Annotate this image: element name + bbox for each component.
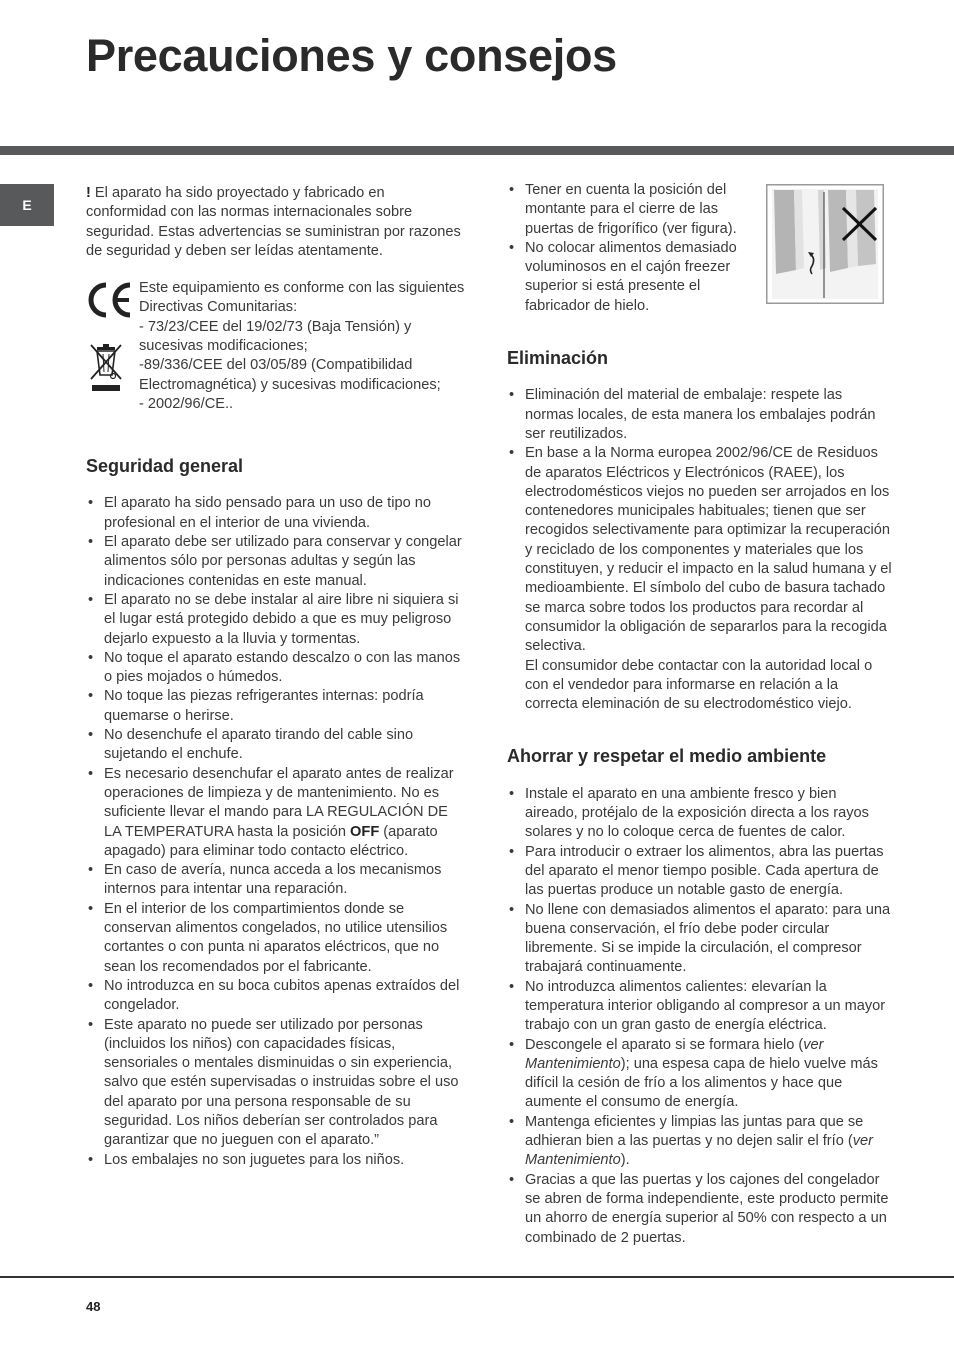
- compliance-line: - 73/23/CEE del 19/02/73 (Baja Tensión) y sucesivas modificaciones;: [139, 318, 412, 355]
- intro-text: El aparato ha sido proyectado y fabricado en conformidad con las normas internacionales sobre seguridad. Estas advertencias se suministran por razones de seguridad y deben ser leídas atentamente.: [86, 185, 461, 259]
- compliance-line: Este equipamiento es conforme con las siguientes Directivas Comunitarias:: [139, 280, 465, 316]
- list-item: • Los embalajes no son juguetes para los niños.: [86, 1151, 466, 1170]
- section-heading-eliminacion: Eliminación: [507, 348, 609, 369]
- compliance-text: [139, 279, 466, 414]
- door-notes-list: [507, 181, 747, 316]
- ahorrar-list: [507, 785, 892, 1248]
- language-tab: E: [0, 184, 54, 226]
- ce-mark-icon: [86, 281, 134, 319]
- eliminacion-list: [507, 386, 892, 656]
- crossed-bin-icon: [88, 341, 124, 393]
- list-item: • Tener en cuenta la posición del montante para el cierre de las puertas de frigorífico (ver figura).: [507, 181, 747, 239]
- off-label: OFF: [350, 823, 380, 840]
- seguridad-list: [86, 494, 466, 1169]
- list-item: • En base a la Norma europea 2002/96/CE de Residuos de aparatos Eléctricos y Electrónicos (RAEE), los electrodomésticos viejos no pueden ser arrojados en los contenedores municipales habituales; tienen que ser recogidos selectivamente para optimizar la recuperación y reciclado de los componentes y materiales que los constituyen, y reducir el impacto en la salud humana y el medioambiente. El símbolo del cubo de basura tachado se marca sobre todos los productos para recordar al consumidor la obligación de separarlos para la recogida selectiva.: [507, 444, 892, 656]
- list-item: • No colocar alimentos demasiado voluminosos en el cajón freezer superior si está presente el fabricador de hielo.: [507, 239, 747, 316]
- list-item: • No introduzca alimentos calientes: elevarían la temperatura interior obligando al compresor a un mayor trabajo con un gran gasto de energía eléctrica.: [507, 978, 892, 1036]
- header-rule: [0, 146, 954, 155]
- list-item: • Eliminación del material de embalaje: respete las normas locales, de esta manera los embalajes podrán ser reutilizados.: [507, 386, 892, 444]
- list-item: • Gracias a que las puertas y los cajones del congelador se abren de forma independiente, este producto permite un ahorro de energía superior al 50% con respecto a un combinado de 2 puertas.: [507, 1171, 892, 1248]
- compliance-line: -89/336/CEE del 03/05/89 (Compatibilidad Electromagnética) y sucesivas modificaciones;: [139, 357, 441, 393]
- compliance-block: [86, 279, 466, 419]
- list-item: • En el interior de los compartimientos donde se conservan alimentos congelados, no utilice utensilios cortantes o con punta ni aparatos eléctricos, que no sean los recomendados por el fabricante.: [86, 900, 466, 977]
- page-title: Precauciones y consejos: [86, 30, 617, 81]
- list-item: • En caso de avería, nunca acceda a los mecanismos internos para intentar una reparación.: [86, 861, 466, 900]
- list-item: • Descongele el aparato si se formara hielo (ver Mantenimiento); una espesa capa de hielo vuelve más difícil la cesión de frío a los alimentos y hace que aumente el consumo de energía.: [507, 1036, 892, 1113]
- door-mullion-figure: [766, 184, 884, 304]
- list-item: • Para introducir o extraer los alimentos, abra las puertas del aparato el menor tiempo posible. Cada apertura de las puertas produce un notable gasto de energía.: [507, 843, 892, 901]
- list-item: • Mantenga eficientes y limpias las juntas para que se adhieran bien a las puertas y no dejen salir el frío (ver Mantenimiento).: [507, 1113, 892, 1171]
- cross-reference: ver Mantenimiento: [525, 1133, 874, 1169]
- list-item: • Instale el aparato en una ambiente fresco y bien aireado, protéjalo de la exposición directa a los rayos solares y no lo coloque cerca de fuentes de calor.: [507, 785, 892, 843]
- page-number: 48: [86, 1299, 101, 1314]
- left-column: [86, 184, 466, 1170]
- list-item: • No llene con demasiados alimentos el aparato: para una buena conservación, el frío debe poder circular libremente. Si se impide la circulación, el compresor trabajará continuamente.: [507, 901, 892, 978]
- cross-reference: ver Mantenimiento: [525, 1036, 824, 1072]
- eliminacion-continuation: El consumidor debe contactar con la autoridad local o con el vendedor para informarse en relación a la correcta eleminación de su electrodoméstico viejo.: [525, 657, 873, 713]
- list-item: • No introduzca en su boca cubitos apenas extraídos del congelador.: [86, 977, 466, 1016]
- list-item: • No toque las piezas refrigerantes internas: podría quemarse o herirse.: [86, 687, 466, 726]
- section-heading-ahorrar: Ahorrar y respetar el medio ambiente: [507, 746, 827, 767]
- warning-mark: !: [86, 185, 91, 201]
- section-heading-seguridad: Seguridad general: [86, 456, 244, 477]
- compliance-line: - 2002/96/CE..: [139, 395, 234, 412]
- list-item: • No toque el aparato estando descalzo o con las manos o pies mojados o húmedos.: [86, 649, 466, 688]
- list-item: • Este aparato no puede ser utilizado por personas (incluidos los niños) con capacidades físicas, sensoriales o mentales disminuidas o sin experiencia, salvo que estén supervisadas o instruidas sobre el uso del aparato por una persona responsable de su seguridad. Los niños deberían ser controlados para garantizar que no jueguen con el aparato.”: [86, 1016, 466, 1151]
- list-item: • El aparato debe ser utilizado para conservar y congelar alimentos sólo por personas adultas y según las indicaciones contenidas en este manual.: [86, 533, 466, 591]
- list-item: • Es necesario desenchufar el aparato antes de realizar operaciones de limpieza y de mantenimiento. No es suficiente llevar el mando para LA REGULACIÓN DE LA TEMPERATURA hasta la posición OFF (aparato apagado) para eliminar todo contacto eléctrico.: [86, 765, 466, 861]
- right-column: [507, 181, 892, 1248]
- intro-paragraph: [86, 184, 466, 261]
- footer-rule: [0, 1276, 954, 1278]
- list-item: • El aparato ha sido pensado para un uso de tipo no profesional en el interior de una vivienda.: [86, 494, 466, 533]
- list-item: • El aparato no se debe instalar al aire libre ni siquiera si el lugar está protegido debido a que es muy peligroso dejarlo expuesto a la lluvia y tormentas.: [86, 591, 466, 649]
- list-item: • No desenchufe el aparato tirando del cable sino sujetando el enchufe.: [86, 726, 466, 765]
